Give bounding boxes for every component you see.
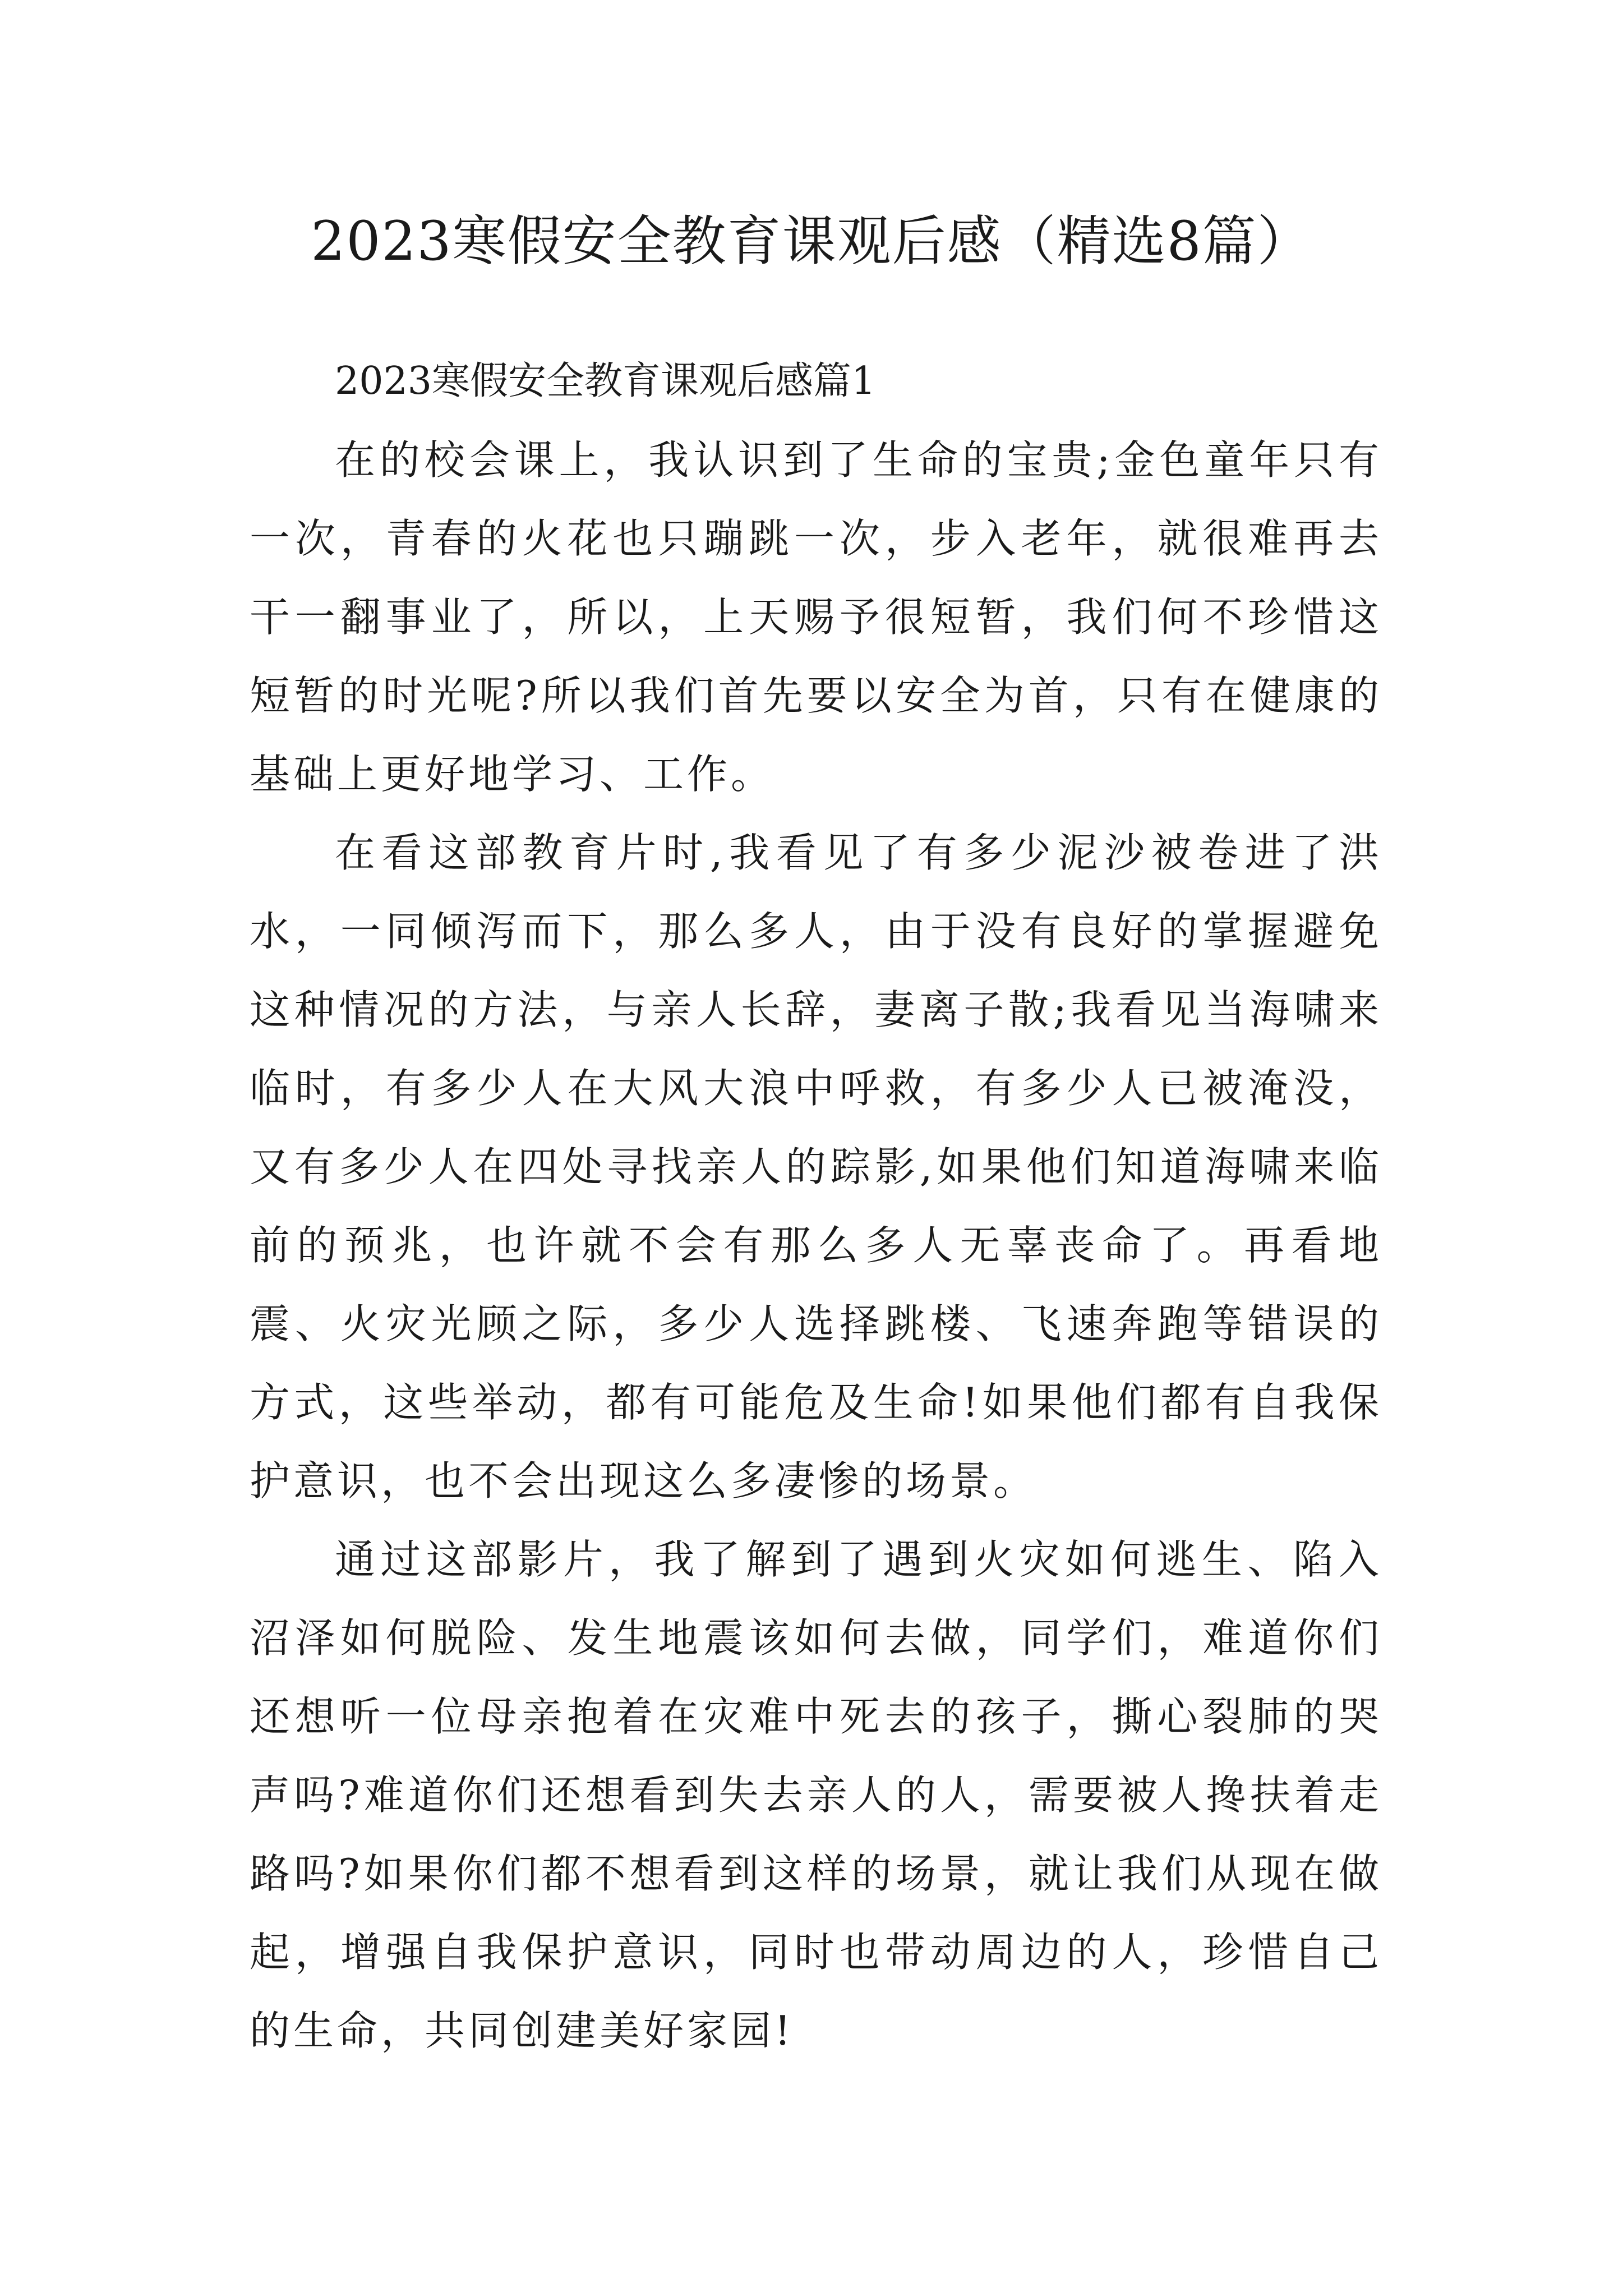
document-body (250, 342, 1382, 2070)
paragraph-1: 在的校会课上，我认识到了生命的宝贵;金色童年只有一次，青春的火花也只蹦跳一次，步入老年，就很难再去干一翻事业了，所以，上天赐予很短暂，我们何不珍惜这短暂的时光呢?所以我们首先要以安全为首，只有在健康的基础上更好地学习、工作。 (250, 436, 1382, 798)
paragraph-3: 通过这部影片，我了解到了遇到火灾如何逃生、陷入沼泽如何脱险、发生地震该如何去做，同学们，难道你们还想听一位母亲抱着在灾难中死去的孩子，撕心裂肺的哭声吗?难道你们还想看到失去亲人的人，需要被人搀扶着走路吗?如果你们都不想看到这样的场景，就让我们从现在做起，增强自我保护意识，同时也带动周边的人，珍惜自己的生命，共同创建美好家园! (250, 1536, 1382, 2054)
section-heading: 2023寒假安全教育课观后感篇1 (335, 359, 876, 403)
document-title: 2023寒假安全教育课观后感（精选8篇） (311, 210, 1312, 273)
paragraph-2: 在看这部教育片时,我看见了有多少泥沙被卷进了洪水，一同倾泻而下，那么多人，由于没有良好的掌握避免这种情况的方法，与亲人长辞，妻离子散;我看见当海啸来临时，有多少人在大风大浪中呼救，有多少人已被淹没，又有多少人在四处寻找亲人的踪影,如果他们知道海啸来临前的预兆，也许就不会有那么多人无辜丧命了。再看地震、火灾光顾之际，多少人选择跳楼、飞速奔跑等错误的方式，这些举动，都有可能危及生命!如果他们都有自我保护意识，也不会出现这么多凄惨的场景。 (250, 829, 1382, 1504)
